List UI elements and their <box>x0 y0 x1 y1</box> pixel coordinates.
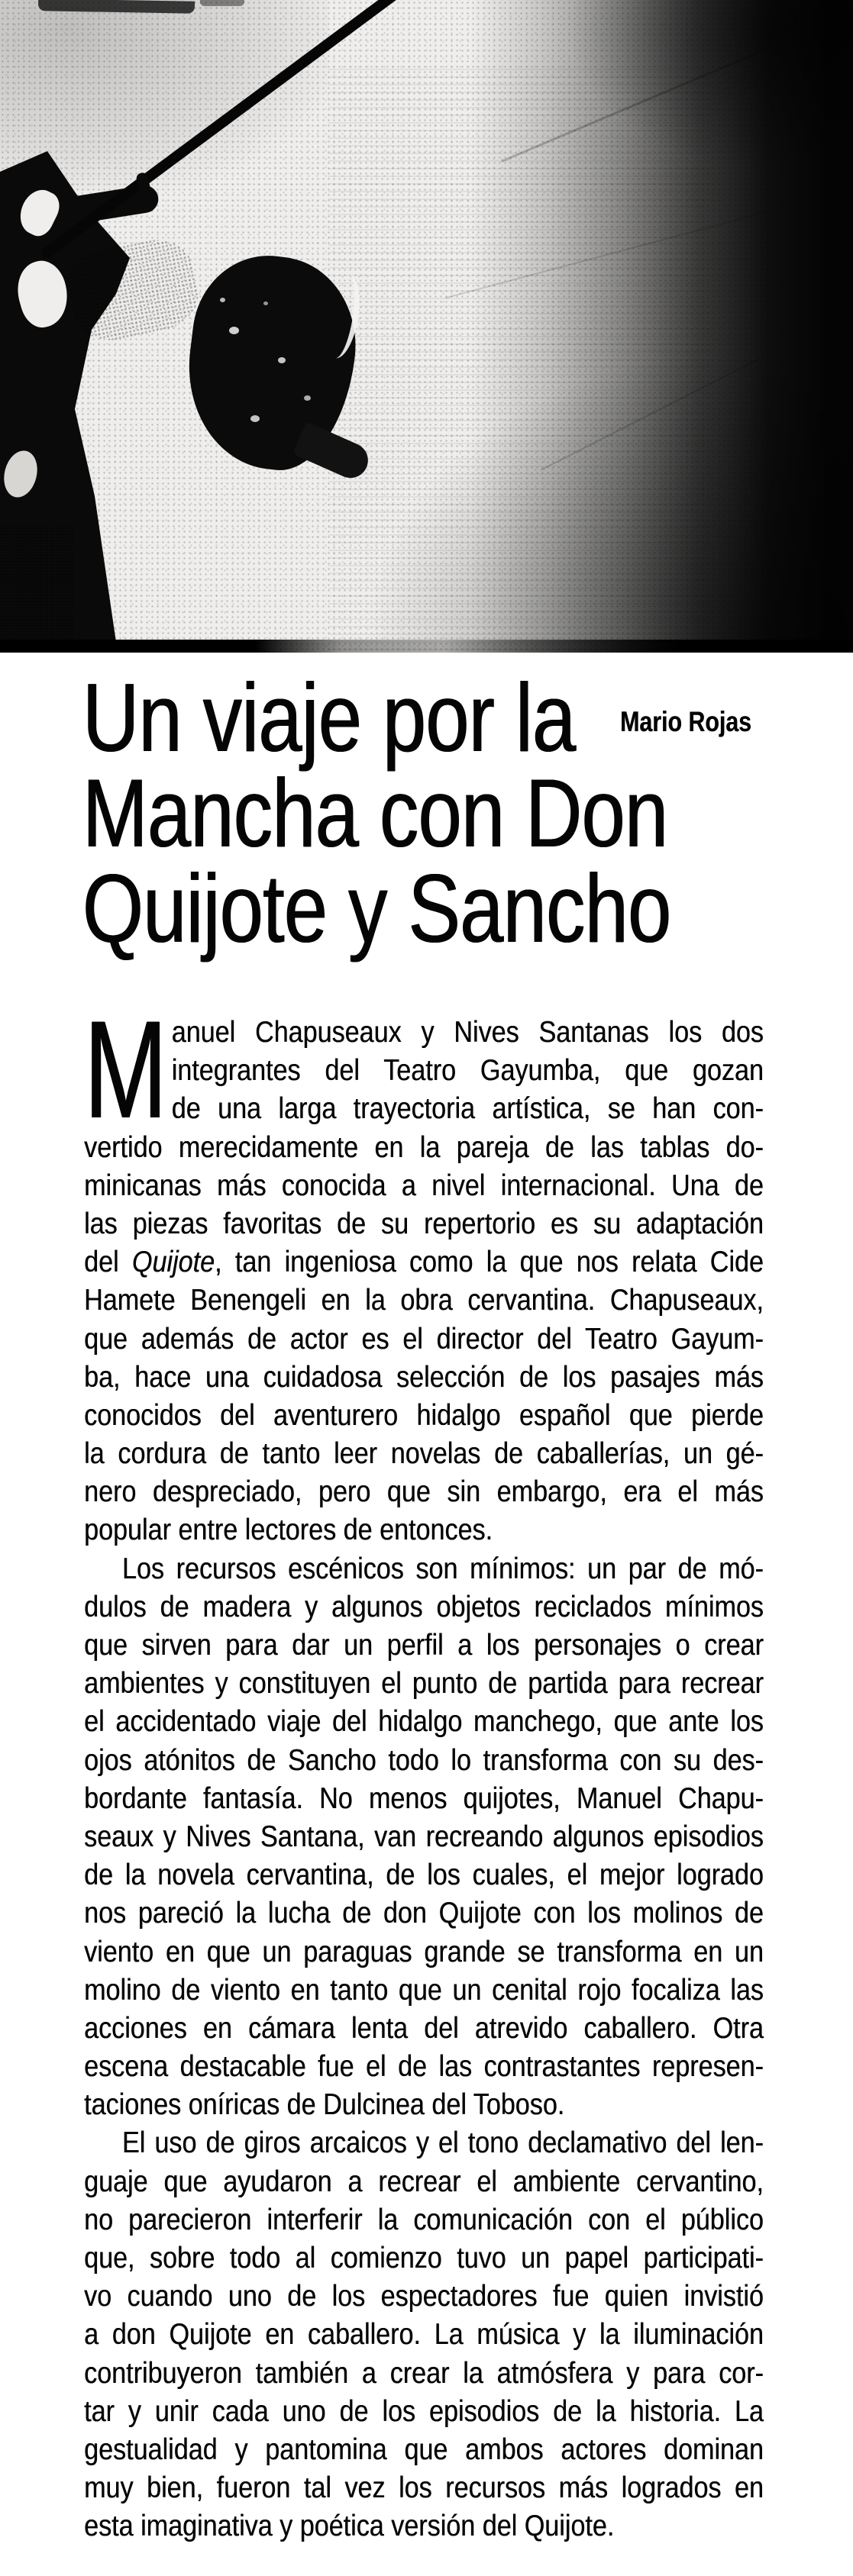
article-line: no parecieron interferir la comunicación con el público <box>84 2203 764 2236</box>
article-line: molino de viento en tanto que un cenital rojo focaliza las <box>84 1973 764 2007</box>
article-line: tar y unir cada uno de los episodios de la historia. La <box>84 2394 764 2428</box>
article-line: guaje que ayudaron a recrear el ambiente cervantino, <box>84 2165 764 2198</box>
headline-line: Un viaje por la <box>82 663 576 772</box>
article-line: integrantes del Teatro Gayumba, que gozan <box>171 1054 764 1088</box>
article-line: popular entre lectores de entonces. <box>84 1514 493 1547</box>
italic-text: Quijote <box>131 1246 215 1279</box>
article-line <box>84 1243 764 1282</box>
article-line: anuel Chapuseaux y Nives Santanas los dos <box>171 1016 764 1049</box>
article-line: taciones oníricas de Dulcinea del Toboso. <box>84 2088 565 2122</box>
article-line: bordante fantasía. No menos quijotes, Manuel Chapu- <box>84 1781 764 1815</box>
article-line: que además de actor es el director del Teatro Gayum- <box>84 1322 764 1356</box>
article-line: muy bien, fueron tal vez los recursos más logrados en <box>84 2471 764 2505</box>
article-line: que, sobre todo al comienzo tuvo un papel participati- <box>84 2242 764 2275</box>
article-line: Los recursos escénicos son mínimos: un par de mó- <box>121 1552 764 1585</box>
article-line: ambientes y constituyen el punto de partida para recrear <box>84 1667 764 1701</box>
article-line: minicanas más conocida a nivel internacional. Una de <box>84 1169 764 1202</box>
article-line: acciones en cámara lenta del atrevido caballero. Otra <box>84 2011 764 2045</box>
photo-right-shadow <box>0 0 853 653</box>
text-segment: , tan ingeniosa como la que nos relata Cide <box>214 1246 764 1279</box>
article-photo <box>0 0 853 653</box>
article-line: nos pareció la lucha de don Quijote con los molinos de <box>84 1897 764 1930</box>
article-line: gestualidad y pantomina que ambos actores dominan <box>84 2433 764 2466</box>
article-line: seaux y Nives Santana, van recreando algunos episodios <box>84 1820 764 1853</box>
byline: Mario Rojas <box>620 706 751 737</box>
article-line: nero despreciado, pero que sin embargo, era el más <box>84 1475 764 1509</box>
article-line: ba, hace una cuidadosa selección de los pasajes más <box>84 1360 764 1394</box>
article-line: dulos de madera y algunos objetos reciclados mínimos <box>84 1590 764 1623</box>
article-line: esta imaginativa y poética versión del Quijote. <box>84 2510 615 2543</box>
article-line: escena destacable fue el de las contrastantes represen- <box>84 2050 764 2084</box>
article-line: que sirven para dar un perfil a los personajes o crear <box>84 1629 764 1662</box>
article-body <box>84 1014 764 2546</box>
article-line: viento en que un paraguas grande se transforma en un <box>84 1935 764 1968</box>
article-line: la cordura de tanto leer novelas de caballerías, un gé- <box>84 1437 764 1471</box>
text-segment: del <box>84 1246 132 1279</box>
article-line: vertido merecidamente en la pareja de las tablas do- <box>84 1130 764 1164</box>
drop-cap: M <box>84 991 168 1147</box>
headline <box>82 663 671 962</box>
article-line: vo cuando uno de los espectadores fue quien invistió <box>84 2280 764 2313</box>
headline-line: Quijote y Sancho <box>82 854 671 962</box>
article-line: Hamete Benengeli en la obra cervantina. Chapuseaux, <box>84 1284 764 1317</box>
article-line: ojos atónitos de Sancho todo lo transforma con su des- <box>84 1743 764 1777</box>
photo-bottom-bar <box>0 640 853 653</box>
article-line: conocidos del aventurero hidalgo español que pierde <box>84 1398 764 1432</box>
article-line: contribuyeron también a crear la atmósfera y para cor- <box>84 2356 764 2390</box>
article-line: El uso de giros arcaicos y el tono declamativo del len- <box>121 2126 764 2160</box>
article-line: a don Quijote en caballero. La música y la iluminación <box>84 2318 764 2352</box>
article-line: de una larga trayectoria artística, se han con- <box>171 1092 764 1126</box>
article-line: de la novela cervantina, de los cuales, el mejor logrado <box>84 1859 764 1892</box>
headline-line: Mancha con Don <box>82 759 668 867</box>
article-line: las piezas favoritas de su repertorio es su adaptación <box>84 1207 764 1240</box>
article-line: el accidentado viaje del hidalgo manchego, que ante los <box>84 1705 764 1739</box>
